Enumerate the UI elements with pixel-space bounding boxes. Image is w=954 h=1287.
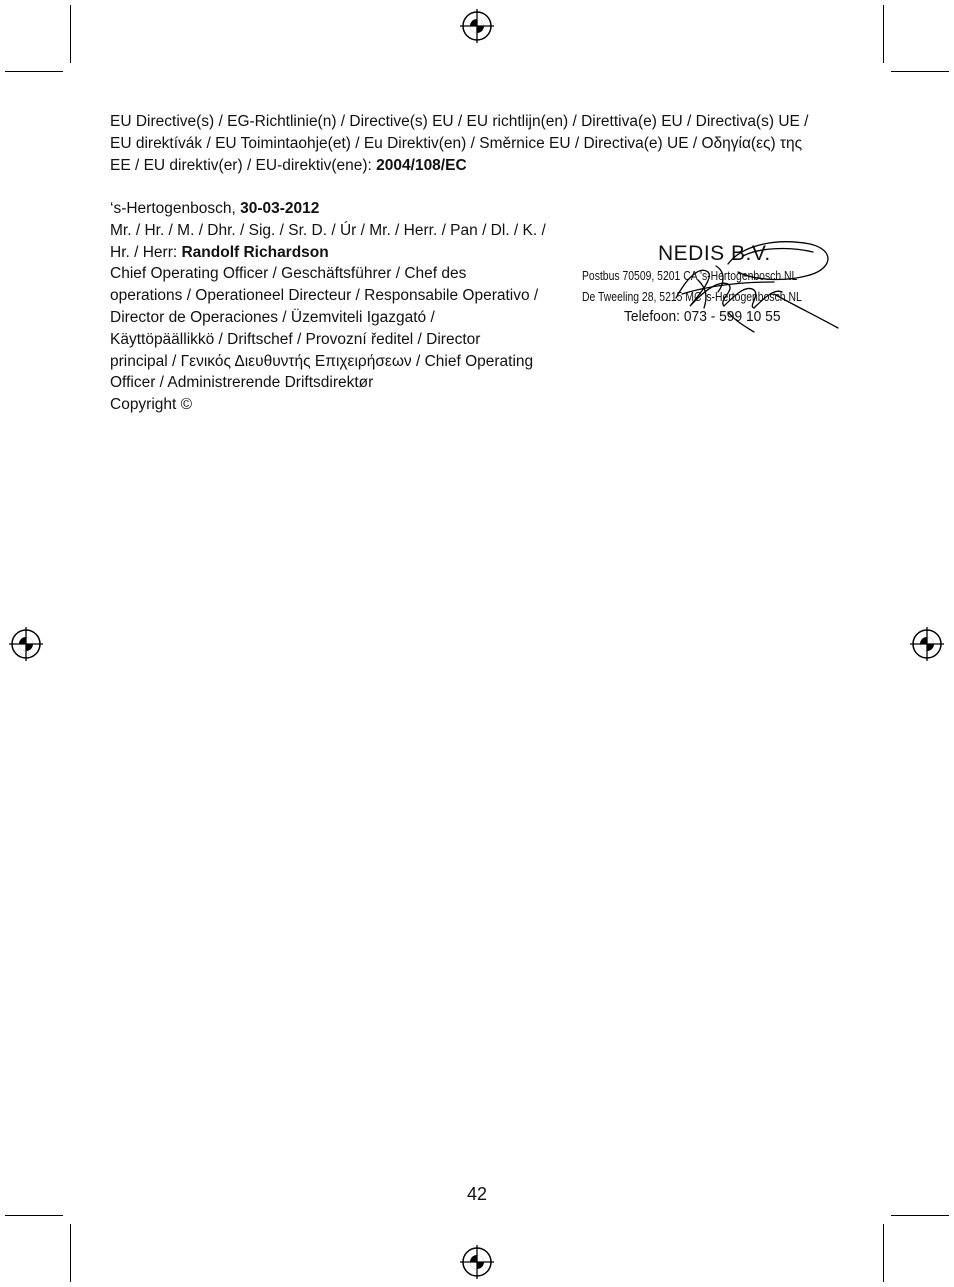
stamp-address: De Tweeling 28, 5215 MC 's-Hertogenbosch NL xyxy=(582,289,802,304)
role-line: principal / Γενικός Διευθυντής Επιχειρήσεων / Chief Operating xyxy=(110,352,534,370)
role-line: Chief Operating Officer / Geschäftsführer / Chef des xyxy=(110,265,467,283)
directive-paragraph xyxy=(110,111,855,176)
crop-mark xyxy=(883,5,884,63)
registration-mark-icon xyxy=(460,9,494,43)
crop-mark xyxy=(5,1215,63,1216)
copyright: Copyright © xyxy=(110,396,193,414)
name-line xyxy=(110,242,575,264)
company-stamp xyxy=(578,236,842,334)
page-number: 42 xyxy=(466,1184,488,1204)
role-line: operations / Operationeel Directeur / Responsabile Operativo / xyxy=(110,287,539,305)
directive-line: EU direktívák / EU Toimintaohje(et) / Eu Direktiv(en) / Směrnice EU / Directiva(e) UE / Οδηγία(ες) της xyxy=(110,134,803,152)
crop-mark xyxy=(70,1224,71,1282)
role-line: Director de Operaciones / Üzemviteli Igazgató / xyxy=(110,308,435,326)
signoff-block xyxy=(110,198,575,416)
stamp-phone: Telefoon: 073 - 599 10 55 xyxy=(624,308,781,325)
signatory-name: Randolf Richardson xyxy=(181,243,329,261)
stamp-address: Postbus 70509, 5201 CA 's-Hertogenbosch NL xyxy=(582,268,798,283)
directive-line xyxy=(110,155,855,177)
place-date-line xyxy=(110,198,575,220)
date: 30-03-2012 xyxy=(240,200,320,217)
crop-mark xyxy=(891,71,949,72)
place: ‘s-Hertogenbosch, xyxy=(110,200,241,217)
titles-line: Mr. / Hr. / M. / Dhr. / Sig. / Sr. D. / Úr / Mr. / Herr. / Pan / Dl. / K. / xyxy=(110,221,546,239)
registration-mark-icon xyxy=(460,1245,494,1279)
registration-mark-icon xyxy=(9,627,43,661)
crop-mark xyxy=(891,1215,949,1216)
registration-mark-icon xyxy=(910,627,944,661)
crop-mark xyxy=(5,71,63,72)
directive-label: EE / EU direktiv(er) / EU-direktiv(ene): xyxy=(110,156,377,174)
role-line: Officer / Administrerende Driftsdirektør xyxy=(110,374,374,392)
directive-line: EU Directive(s) / EG-Richtlinie(n) / Directive(s) EU / EU richtlijn(en) / Direttiva(e) EU / Directiva(s) UE / xyxy=(110,113,809,130)
directive-number: 2004/108/EC xyxy=(376,156,467,174)
stamp-company-name: NEDIS B.V. xyxy=(658,242,771,265)
role-line: Käyttöpäällikkö / Driftschef / Provozní ředitel / Director xyxy=(110,330,481,348)
crop-mark xyxy=(70,5,71,63)
crop-mark xyxy=(883,1224,884,1282)
titles-line: Hr. / Herr: xyxy=(110,243,182,261)
signature xyxy=(578,236,842,334)
